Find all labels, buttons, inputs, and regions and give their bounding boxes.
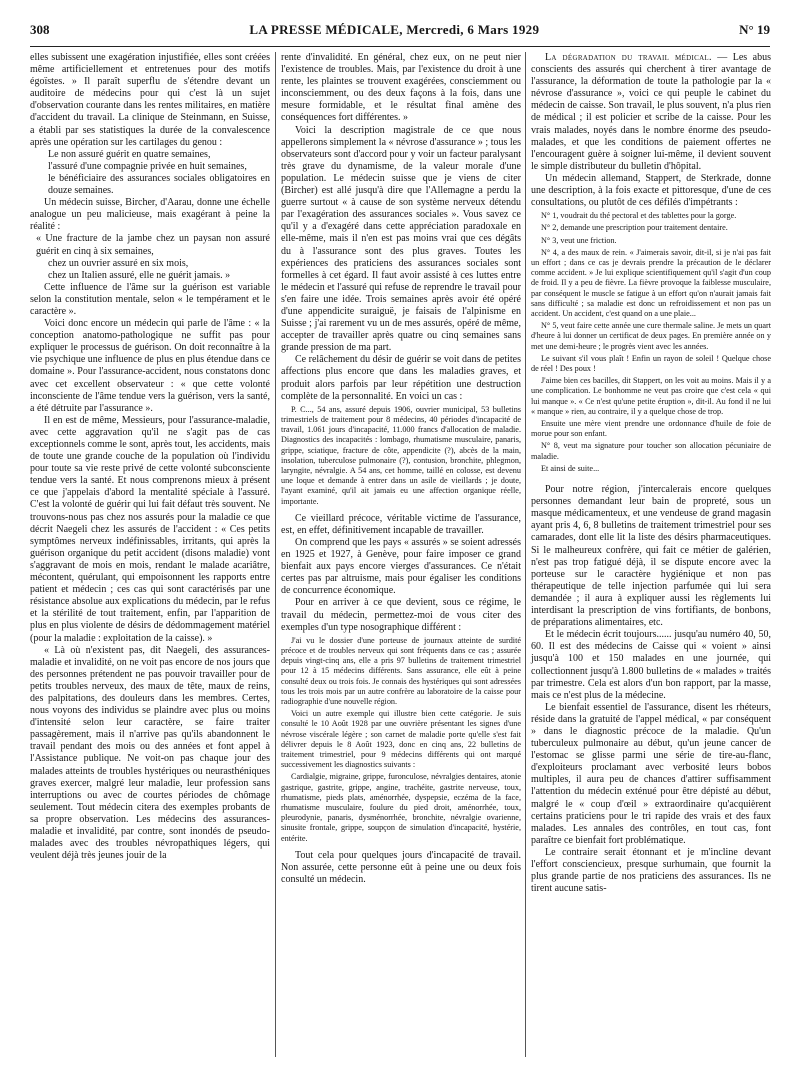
paragraph: Cette influence de l'âme sur la guérison est variable selon la constitution mentale, selon « le tempérament et le caractère ».	[30, 281, 270, 317]
paragraph: Tout cela pour quelques jours d'incapacité de travail. Non assurée, cette personne eût à peine une ou deux fois consulté un médecin.	[281, 849, 521, 885]
list-item: N° 3, veut une friction.	[541, 235, 617, 245]
journal-title: LA PRESSE MÉDICALE, Mercredi, 6 Mars 1929	[249, 22, 540, 37]
quote-line: l'assuré d'une compagnie privée en huit semaines,	[48, 160, 247, 172]
column-3	[531, 52, 771, 895]
paragraph: rente d'invalidité. En général, chez eux, on ne peut nier l'existence de troubles. Mais, par l'existence du droit à une rente, les plaintes se trouvent exagérées, consciemment ou inconsciemment, ou des deux façons à la fois, dans une mesure formidable, et le résultat final amène des conséquences fort différentes. »	[281, 52, 521, 124]
paragraph: Ce relâchement du désir de guérir se voit dans de petites affections plus encore que dans les maladies graves, et produit alors parfois par leur répétition une destruction complète de la personnalité. En voici un cas :	[281, 354, 521, 402]
paragraph: elles subissent une exagération injustifiée, elles sont créées même artificiellement et entretenues pour des motifs égoïstes. » Il paraît superflu de s'étendre devant un auditoire de médecins pour qui c'est là un sujet d'observation courante dans les rentes militaires, en matière d'accident du travail. La clinique de Steinmann, en Suisse, a établi par ses statistiques la durée de la convalescence après une opération sur les cartilages du genou :	[30, 52, 270, 148]
list-item: N° 5, veut faire cette année une cure thermale saline. Je mets un quart d'heure à lui donner un certificat de deux pages. En première année on y met une demi-heure ; le progrès vient avec les années.	[531, 321, 771, 351]
paragraph: Le bienfait essentiel de l'assurance, disent les rhéteurs, réside dans la gratuité de l'appel médical, « par conséquent » dans le diagnostic précoce de la maladie. Qu'un tuberculeux pulmonaire au début, qu'un jeune cancer de l'estomac se glisse parmi une série de tire-au-flanc, d'exploiteurs proclamant avec verbosité leurs bobos multiples, il aura peu de chances d'attirer suffisamment l'attention du médecin exténué pour être dépisté au début, malgré le « coup d'œil » extraordinaire qu'acquièrent certains praticiens pour le tri rapide des vrais et des faux malades. Les annales des contrôles, en tout cas, font paraître ce bienfait fort problématique.	[531, 701, 771, 846]
paragraph: Il en est de même, Messieurs, pour l'assurance-maladie, avec cette aggravation qu'il ne s'agit pas de cas exceptionnels comme le sont, après tout, les accidents, mais de toute une grande couche de la population où l'individu pour toute sa vie reste privé de cette volonté subconsciente tendue vers la santé. Et nous comprenons mieux à présent ce que j'appelais d'abord la mentalité spéciale à l'assuré. C'est la volonté de guérir qui lui fait défaut très souvent. Ne trouvons-nous pas chez nos assurés pour la maladie ce que décrit Naegeli chez les assurés de l'accident : « Ces petits symptômes nerveux indéfinissables, irritants, qui après la guérison organique du petit accident (disons maladie) vont s'aggravant de mois en mois, rendant le malade acariâtre, mécontent, quérulant, qui empoisonnent les rapports entre patient et médecin ; ces cas qui sont caractérisés par une résistance absolue aux explications du médecin, par le refus et la stérilité de tout traitement, enfin, par l'apparition de plus en plus violente de désirs de dédommagement matériel (pour la maladie : exploitation de la caisse). »	[30, 414, 270, 644]
paragraph: Ce vieillard précoce, véritable victime de l'assurance, est, en effet, définitivement incapable de travailler.	[281, 512, 521, 536]
column-divider-1	[275, 52, 276, 1057]
case-report	[281, 405, 521, 507]
paragraph	[531, 52, 771, 173]
page-header	[30, 22, 770, 44]
paragraph: Pour en arriver à ce que devient, sous ce régime, le travail du médecin, permettez-moi de vous citer des exemples d'un type nosographique différent :	[281, 597, 521, 633]
quote-line: chez un ouvrier assuré en six mois,	[48, 257, 189, 269]
case-report	[281, 636, 521, 844]
paragraph: « Là où n'existent pas, dit Naegeli, des assurances-maladie et invalidité, on ne voit pas encore de nos jours que des personnes prétendent ne pas pouvoir travailler pour de petits troubles nerveux, des maux de tête, maux de reins, des palpitations, des douleurs dans les membres. Certes, nous voyons des individus se plaindre avec plus ou moins d'intensité selon leur caractère, se faire traiter passagèrement, mais il n'arrive pas qu'ils abandonnent le travail pendant des mois ou des années et font appel à l'Assistance publique. Ne voit-on pas chaque jour des malades atteints de troubles hystériques ou neurasthéniques graves exercer, malgré leur maladie, leur profession sans interruptions ou avec de courtes périodes de chômage seulement. Tout médecin citera des exemples probants de sa propre observation. Les médecins des assurances-maladie et invalidité, par contre, sont inondés de pseudo-malades avec des troubles névropathiques légers, qui veulent déjà très jeunes jouir de la	[30, 644, 270, 862]
column-divider-2	[525, 52, 526, 1057]
list-item: N° 8, veut ma signature pour toucher son allocation pécuniaire de maladie.	[531, 441, 771, 461]
case-text: Cardialgie, migraine, grippe, furonculose, névralgies dentaires, atonie gastrique, gastrite, grippe, angine, trachéite, gastrite nerveuse, toux, rhumatisme, pieds plats, aménorrhée, dyspepsie, eczéma de la face, rhumatisme musculaire, foulure du pied droit, aménorrhée, toux, pleurodynie, panaris, dysménorrhée, bronchite, névralgie ovarienne, sinusite frontale, grippe, soupçon de simulation d'incapacité, hystérie, entérite.	[281, 772, 521, 843]
quote-line: Le non assuré guérit en quatre semaines,	[48, 148, 211, 160]
paragraph: Voici donc encore un médecin qui parle de l'âme : « la conception anatomo-pathologique ne suffit pas pour expliquer le processus de guérison. On doit reconnaître à la vie psychique une influence de plus en plus étendue dans ce domaine ». Pour l'assurance-accident, nous constatons donc avec cet excellent observateur : « que cette volonté inconsciente de l'âme tendue vers la guérison, vers la santé, a été détruite par l'assurance ».	[30, 318, 270, 414]
consultation-list	[531, 211, 771, 474]
quote-line: le bénéficiaire des assurances sociales obligatoires en douze semaines.	[48, 172, 270, 197]
list-item: Ensuite une mère vient prendre une ordonnance d'huile de foie de morue pour son enfant.	[531, 419, 771, 439]
paragraph: Et le médecin écrit toujours...... jusqu'au numéro 40, 50, 60. Il est des médecins de Caisse qui « voient » ainsi jusqu'à 100 et 150 malades en une journée, qui collectionnent jusqu'à 1.800 bulletins de « malades » traités par trimestre. Cela est alors d'un bon rapport, par la masse, mais ce n'est plus de la médecine.	[531, 629, 771, 701]
paragraph: On comprend que les pays « assurés » se soient adressés en 1925 et 1927, à Genève, pour faire imposer ce grand bienfait aux pays encore vierges d'assurances. Ce n'était certes pas par altruisme, mais pour égaliser les conditions de concurrence économique.	[281, 536, 521, 597]
paragraph: Un médecin allemand, Stappert, de Sterkrade, donne une description, à la fois exacte et pittoresque, d'une de ces consultations, ou plutôt de ces défilés d'impétrants :	[531, 172, 771, 209]
paragraph: Voici la description magistrale de ce que nous appellerons simplement la « névrose d'assurance » ; tous les observateurs sont d'accord pour y voir un facteur paralysant très grave du dynamisme, de la valeur morale d'une population. Le médecin suisse que je viens de citer (Bircher) est allé jusqu'à dire que l'Allemagne a perdu la guerre surtout « à cause de son système nerveux détendu par l'exagération des assurances sociales ». Vous savez ce qu'il y a d'exagéré dans cette appréciation paradoxale en elle-même, mais il n'en est pas moins vrai que ces dégâts du à l'assurance sont des plus graves. Toutes les expériences des praticiens des assurances sociales sont formelles à cet égard. Il faut avoir assisté à ces luttes entre le médecin et l'assuré qui refuse de reprendre le travail pour s'en faire une idée. Trois semaines après avoir été opéré d'une appendicite suraiguë, je faisais de l'alpinisme en Suisse ; j'ai rarement vu un de mes assurés, opéré de même, accepter de travailler après quatre ou cinq semaines sans grande pression de ma part.	[281, 124, 521, 354]
list-item: N° 2, demande une prescription pour traitement dentaire.	[541, 223, 728, 233]
list-item: N° 1, voudrait du thé pectoral et des tablettes pour la gorge.	[541, 211, 737, 221]
list-item: Et ainsi de suite...	[541, 463, 600, 473]
column-2	[281, 52, 521, 886]
quote-line: chez un Italien assuré, elle ne guérit jamais. »	[48, 269, 231, 281]
case-text: J'ai vu le dossier d'une porteuse de journaux atteinte de surdité précoce et de troubles nerveux qui sont fréquents dans ce cas ; assurée depuis vingt-cinq ans, elle a pris 97 bulletins de traitement trimestriel pour 12 à 15 médecins différents. Sans assurance, elle eût à peine consulté deux ou trois fois. Je connais des hystériques qui sont adressées tous les trois mois par un autre confrère au laboratoire de la caisse pour radiographie d'une nouvelle région.	[281, 635, 521, 706]
section-heading: La dégradation du travail médical.	[545, 52, 712, 63]
issue-number: N° 19	[739, 22, 770, 37]
quote-line: « Une fracture de la jambe chez un paysan non assuré guérit en cinq à six semaines,	[36, 233, 270, 257]
header-rule	[30, 46, 770, 47]
paragraph: Pour notre région, j'intercalerais encore quelques personnes demandant leur bain de propreté, sous un masque médicamenteux, et une vendeuse de grand magasin ayant pris 4, 6, 8 bulletins de traitement trimestriel pour ses camarades, dont elle lit la liste des désirs pharmaceutiques. Si le malheureux confrère, qui fait ce métier de galérien, n'est pas trop fatigué déjà, il se dispute encore avec la porteuse sur le caractère hygiénique et non pas thérapeutique de telle injection parfumée qui lui sera demandée ; il aura à expliquer aussi les règlements lui interdisant la prescription de vins fortifiants, de bonbons, de préparations alimentaires, etc.	[531, 484, 771, 629]
case-text: Voici un autre exemple qui illustre bien cette catégorie. Je suis consulté le 10 Août 1928 par une ouvrière présentant les signes d'une névrose viscérale légère ; son carnet de maladie porte qu'elle s'est fait délivrer depuis le 8 Août 1923, donc en cinq ans, 22 bulletins de traitement trimestriel, pour 9 médecins différents qui ont marqué successivement les diagnostics suivants :	[281, 709, 521, 770]
list-item: J'aime bien ces bacilles, dit Stappert, on les voit au moins. Mais il y a une complication. Le bonhomme ne veut pas croire que c'est cela « qui lui manque ». « Ce n'est qu'une petite éruption », dit-il. Au fond il ne lui « manque » rien, au contraire, il y a quelque chose de trop.	[531, 376, 771, 416]
page-number: 308	[30, 22, 50, 37]
list-item: N° 4, a des maux de rein. « J'aimerais savoir, dit-il, si je n'ai pas fait un effort ; dans ce cas je devrais prendre la précaution de le déclarer comme accident. » Je lui explique scientifiquement qu'il s'agit d'un coup de froid. Il y a peu de fièvre. La fièvre provoque la faiblesse musculaire, par conséquent le muscle se fatigue à un effort qu'on n'aurait jamais fait sans difficulté ; sa maladie est donc un refroidissement et non pas un accident. Un accident, c'est quand on a une plaie...	[531, 247, 771, 319]
paragraph: Un médecin suisse, Bircher, d'Aarau, donne une échelle analogue un peu malicieuse, mais exagérant à peine la réalité :	[30, 197, 270, 233]
paragraph: Le contraire serait étonnant et je m'incline devant l'effort consciencieux, presque surhumain, que fournit la plus grande partie de nos praticiens des assurances. Ils ne tirent aucune satis-	[531, 846, 771, 895]
case-text: P. C..., 54 ans, assuré depuis 1906, ouvrier municipal, 53 bulletins trimestriels de traitement pour 8 médecins, 40 périodes d'incapacité de travail, 1.061 jours d'incapacité, 11.000 francs d'allocation de maladie. Diagnostics des incapacités : lombago, rhumatisme musculaire, panaris, grippe, sciatique, fracture de côte, appendicite (?), abcès de la main, insolation, tuberculose pulmonaire (?), contusion, bronchite, phlegmon, laryngite, névralgie. A 54 ans, cet homme, taillé en colosse, est devenu une loque et demande à entrer dans un asile de vieillards ; je doute, l'ayant examiné, qu'il ait jamais eu une affection organique réelle, importante.	[281, 404, 521, 506]
paragraph-text: — Les abus conscients des assurés qui cherchent à tirer avantage de l'assurance, la déformation de toute la pathologie par la « névrose d'assurance », voici ce qui peuple le cabinet du médecin de caisse. Son travail, le plus souvent, n'a plus rien de médical ; il est policier et scribe de la caisse. Pour les vrais malades, noyés dans le nombre énorme des pseudo-malades, et que les conditions de paiement offertes ne l'encouragent guère à soigner lui-même, il devient souvent le simple distributeur du bulletin d'hôpital.	[531, 52, 771, 172]
list-item: Le suivant s'il vous plaît ! Enfin un rayon de soleil ! Quelque chose de réel ! Des poux !	[531, 353, 771, 374]
column-1	[30, 52, 270, 862]
